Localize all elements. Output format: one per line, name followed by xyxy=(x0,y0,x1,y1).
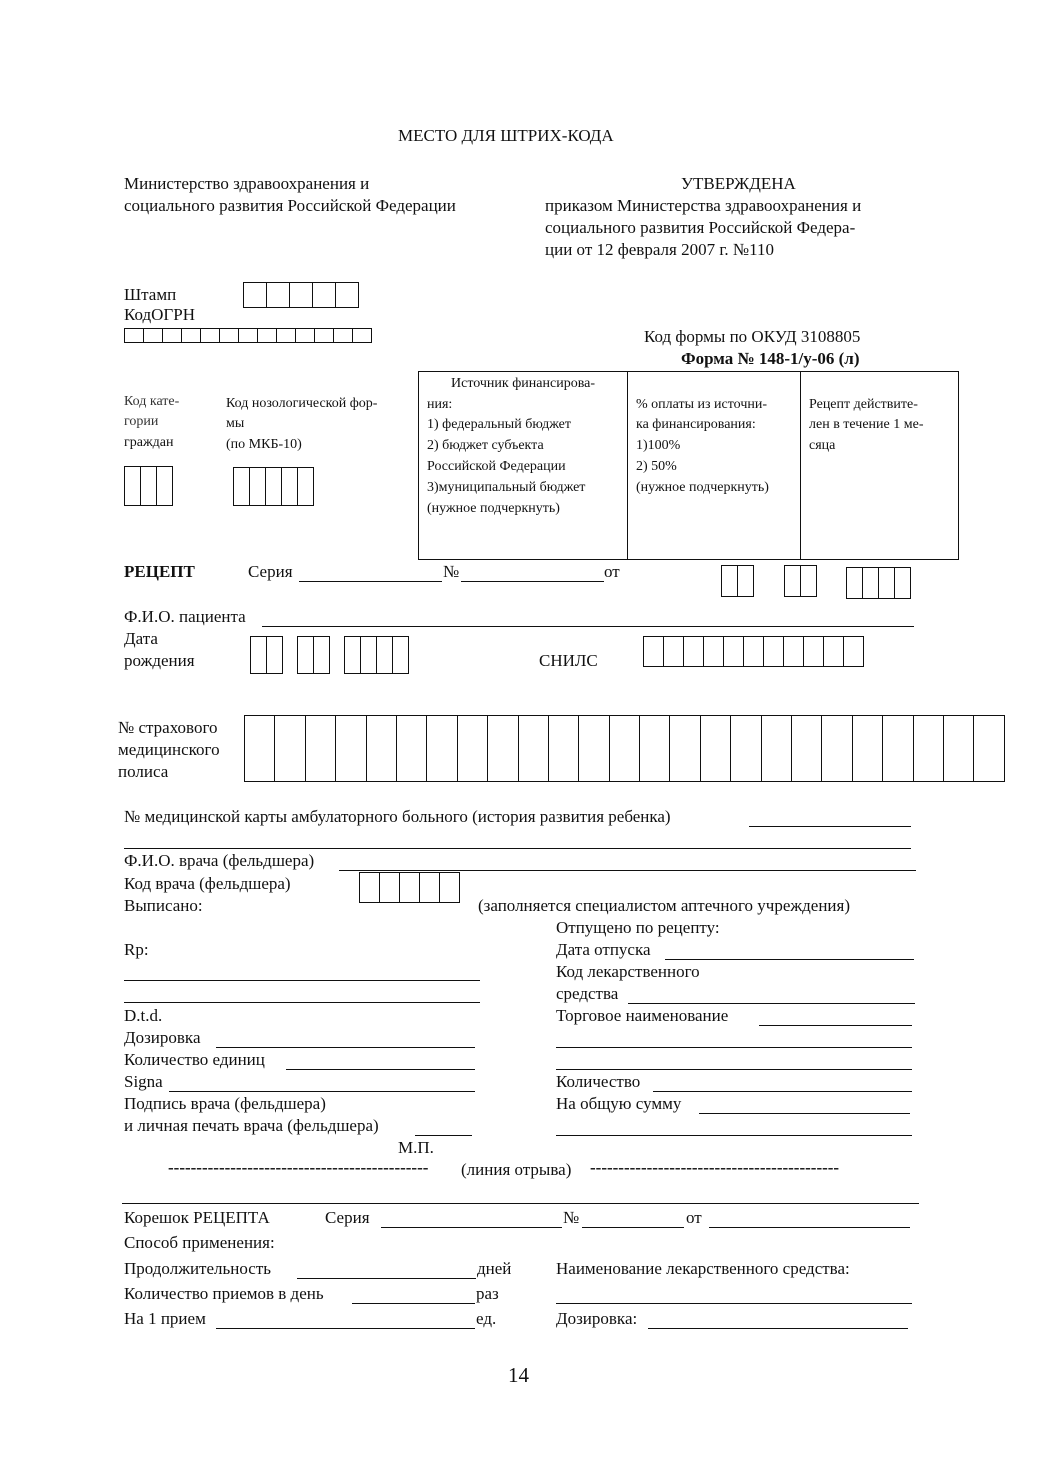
payment-line-1: % оплаты из источни- xyxy=(636,397,768,412)
stamp-label: Штамп xyxy=(124,285,177,304)
stub-number-field[interactable] xyxy=(582,1227,684,1228)
nosology-label-2: мы xyxy=(226,416,245,431)
stub-method-label: Способ применения: xyxy=(124,1233,275,1252)
recipe-number-label: № xyxy=(443,562,460,581)
stub-series-field[interactable] xyxy=(381,1227,562,1228)
quantity-label: Количество xyxy=(556,1072,641,1091)
doctor-name-label: Ф.И.О. врача (фельдшера) xyxy=(124,851,315,870)
stub-number-label: № xyxy=(563,1208,580,1227)
policy-boxes[interactable] xyxy=(244,715,1004,782)
recipe-date-label: от xyxy=(604,562,620,581)
policy-label-1: № страхового xyxy=(118,718,218,737)
input-box-cell[interactable] xyxy=(314,328,334,343)
policy-label-3: полиса xyxy=(118,762,169,781)
total-field[interactable] xyxy=(699,1113,910,1114)
rp-field-line-2[interactable] xyxy=(124,1002,480,1003)
input-box-cell[interactable] xyxy=(376,636,393,674)
financing-line-2: ния: xyxy=(427,397,453,412)
drug-code-label-2: средства xyxy=(556,984,619,1003)
input-box-cell[interactable] xyxy=(162,328,182,343)
validity-line-3: сяца xyxy=(809,438,836,453)
stub-top-rule xyxy=(122,1203,919,1204)
doctor-code-boxes[interactable] xyxy=(359,872,459,903)
input-box-cell[interactable] xyxy=(276,328,296,343)
input-box-cell[interactable] xyxy=(305,715,336,782)
stub-times-unit: раз xyxy=(476,1284,499,1303)
input-box-cell[interactable] xyxy=(761,715,792,782)
input-box-cell[interactable] xyxy=(124,466,141,506)
input-box-cell[interactable] xyxy=(730,715,761,782)
input-box-cell[interactable] xyxy=(882,715,913,782)
input-box-cell[interactable] xyxy=(312,282,336,308)
input-box-cell[interactable] xyxy=(124,328,144,343)
input-box-cell[interactable] xyxy=(396,715,427,782)
dosage-label: Дозировка xyxy=(124,1028,201,1047)
input-box-cell[interactable] xyxy=(250,636,267,674)
signature-field[interactable] xyxy=(415,1135,472,1136)
stub-drug-name-label: Наименование лекарственного средства: xyxy=(556,1259,850,1278)
total-label: На общую сумму xyxy=(556,1094,682,1113)
doctor-code-label: Код врача (фельдшера) xyxy=(124,874,291,893)
input-box-cell[interactable] xyxy=(360,636,377,674)
input-box-cell[interactable] xyxy=(791,715,822,782)
input-box-cell[interactable] xyxy=(366,715,397,782)
total-field-line-2[interactable] xyxy=(556,1135,912,1136)
financing-line-7: (нужное подчеркнуть) xyxy=(427,501,560,516)
nosology-label-3: (по МКБ-10) xyxy=(226,437,302,452)
input-box-cell[interactable] xyxy=(244,715,275,782)
snils-label: СНИЛС xyxy=(539,651,598,670)
input-box-cell[interactable] xyxy=(289,282,313,308)
input-box-cell[interactable] xyxy=(419,872,440,903)
patient-name-field[interactable] xyxy=(262,626,914,627)
input-box-cell[interactable] xyxy=(181,328,201,343)
input-box-cell[interactable] xyxy=(439,872,460,903)
trade-name-field-line-3[interactable] xyxy=(556,1069,912,1070)
signa-field[interactable] xyxy=(169,1091,475,1092)
snils-boxes[interactable] xyxy=(643,636,863,667)
category-label-1: Код кате- xyxy=(124,394,180,409)
input-box-cell[interactable] xyxy=(669,715,700,782)
stub-duration-label: Продолжительность xyxy=(124,1259,271,1278)
input-box-cell[interactable] xyxy=(852,715,883,782)
stub-dosage-label: Дозировка: xyxy=(556,1309,638,1328)
payment-line-2: ка финансирования: xyxy=(636,417,756,432)
input-box-cell[interactable] xyxy=(783,636,804,667)
tear-line-label: (линия отрыва) xyxy=(461,1160,572,1179)
input-box-cell[interactable] xyxy=(821,715,852,782)
input-box-cell[interactable] xyxy=(843,636,864,667)
dispense-date-label: Дата отпуска xyxy=(556,940,651,959)
input-box-cell[interactable] xyxy=(723,636,744,667)
stub-drug-name-field[interactable] xyxy=(556,1303,912,1304)
input-box-cell[interactable] xyxy=(257,328,277,343)
signature-label-1: Подпись врача (фельдшера) xyxy=(124,1094,326,1113)
input-box-cell[interactable] xyxy=(763,636,784,667)
input-box-cell[interactable] xyxy=(548,715,579,782)
input-box-cell[interactable] xyxy=(281,467,298,506)
birth-year-boxes[interactable] xyxy=(344,636,408,674)
units-field[interactable] xyxy=(286,1069,475,1070)
input-box-cell[interactable] xyxy=(609,715,640,782)
input-box-cell[interactable] xyxy=(297,636,314,674)
signature-label-2: и личная печать врача (фельдшера) xyxy=(124,1116,379,1135)
input-box-cell[interactable] xyxy=(200,328,220,343)
input-box-cell[interactable] xyxy=(392,636,409,674)
rp-label: Rp: xyxy=(124,940,149,959)
stub-duration-field[interactable] xyxy=(297,1278,476,1279)
dosage-field[interactable] xyxy=(216,1047,475,1048)
input-box-cell[interactable] xyxy=(803,636,824,667)
stub-dosage-field[interactable] xyxy=(648,1328,908,1329)
trade-name-label: Торговое наименование xyxy=(556,1006,729,1025)
input-box-cell[interactable] xyxy=(335,715,366,782)
payment-line-3: 1)100% xyxy=(636,438,681,453)
stub-per-dose-label: На 1 прием xyxy=(124,1309,206,1328)
input-box-cell[interactable] xyxy=(943,715,974,782)
input-box-cell[interactable] xyxy=(457,715,488,782)
ministry-line-1: Министерство здравоохранения и xyxy=(124,174,370,193)
input-box-cell[interactable] xyxy=(737,565,754,597)
trade-name-field-line-2[interactable] xyxy=(556,1047,912,1048)
form-number: Форма № 148-1/у-06 (л) xyxy=(681,349,860,368)
pharmacy-note: (заполняется специалистом аптечного учреждения) xyxy=(478,896,850,915)
financing-line-6: 3)муниципальный бюджет xyxy=(427,480,586,495)
category-label-3: граждан xyxy=(124,435,174,450)
stub-series-label: Серия xyxy=(325,1208,370,1227)
input-box-cell[interactable] xyxy=(703,636,724,667)
input-box-cell[interactable] xyxy=(156,466,173,506)
input-box-cell[interactable] xyxy=(823,636,844,667)
recipe-series-field[interactable] xyxy=(299,581,442,582)
input-box-cell[interactable] xyxy=(663,636,684,667)
approval-line-1: приказом Министерства здравоохранения и xyxy=(545,196,862,215)
input-box-cell[interactable] xyxy=(266,636,283,674)
input-box-cell[interactable] xyxy=(379,872,400,903)
input-box-cell[interactable] xyxy=(313,636,330,674)
dispensed-label: Отпущено по рецепту: xyxy=(556,918,720,937)
financing-line-4: 2) бюджет субъекта xyxy=(427,438,544,453)
patient-name-label: Ф.И.О. пациента xyxy=(124,607,246,626)
recipe-number-field[interactable] xyxy=(461,581,604,582)
dtd-label: D.t.d. xyxy=(124,1006,163,1025)
med-card-field[interactable] xyxy=(749,826,911,827)
okud-code: Код формы по ОКУД 3108805 xyxy=(644,327,861,346)
input-box-cell[interactable] xyxy=(578,715,609,782)
input-box-cell[interactable] xyxy=(219,328,239,343)
input-box-cell[interactable] xyxy=(973,715,1004,782)
input-box-cell[interactable] xyxy=(800,565,817,597)
birth-label-2: рождения xyxy=(124,651,195,670)
input-box-cell[interactable] xyxy=(721,565,738,597)
input-box-cell[interactable] xyxy=(344,636,361,674)
doctor-name-field[interactable] xyxy=(339,870,916,871)
input-box-cell[interactable] xyxy=(233,467,250,506)
input-box-cell[interactable] xyxy=(862,567,879,599)
stub-title: Корешок РЕЦЕПТА xyxy=(124,1208,270,1227)
tear-line-right: -------------------------------------------- xyxy=(590,1158,840,1177)
category-label-2: гории xyxy=(124,414,159,429)
stub-date-label: от xyxy=(686,1208,702,1227)
validity-line-1: Рецепт действите- xyxy=(809,397,918,412)
input-box-cell[interactable] xyxy=(878,567,895,599)
stamp-boxes[interactable] xyxy=(243,282,358,308)
recipe-year-boxes[interactable] xyxy=(846,567,910,599)
med-card-field-line-2[interactable] xyxy=(124,848,911,849)
recipe-series-label: Серия xyxy=(248,562,293,581)
quantity-field[interactable] xyxy=(653,1091,912,1092)
input-box-cell[interactable] xyxy=(352,328,372,343)
category-boxes[interactable] xyxy=(124,466,172,506)
approval-line-3: ции от 12 февраля 2007 г. №110 xyxy=(545,240,774,259)
ministry-line-2: социального развития Российской Федерации xyxy=(124,196,456,215)
stub-times-label: Количество приемов в день xyxy=(124,1284,324,1303)
input-box-cell[interactable] xyxy=(297,467,314,506)
recipe-day-boxes[interactable] xyxy=(721,565,753,597)
input-box-cell[interactable] xyxy=(643,636,664,667)
input-box-cell[interactable] xyxy=(639,715,670,782)
financing-line-1: Источник финансирова- xyxy=(451,376,595,391)
signa-label: Signa xyxy=(124,1072,163,1091)
issued-label: Выписано: xyxy=(124,896,203,915)
drug-code-field[interactable] xyxy=(628,1003,915,1004)
input-box-cell[interactable] xyxy=(265,467,282,506)
stub-times-field[interactable] xyxy=(352,1303,475,1304)
input-box-cell[interactable] xyxy=(274,715,305,782)
input-box-cell[interactable] xyxy=(249,467,266,506)
input-box-cell[interactable] xyxy=(140,466,157,506)
financing-line-3: 1) федеральный бюджет xyxy=(427,417,572,432)
nosology-boxes[interactable] xyxy=(233,467,313,506)
recipe-month-boxes[interactable] xyxy=(784,565,816,597)
input-box-cell[interactable] xyxy=(333,328,353,343)
input-box-cell[interactable] xyxy=(700,715,731,782)
input-box-cell[interactable] xyxy=(335,282,359,308)
dispense-date-field[interactable] xyxy=(665,959,914,960)
ogrn-label: КодОГРН xyxy=(124,305,195,324)
input-box-cell[interactable] xyxy=(143,328,163,343)
drug-code-label-1: Код лекарственного xyxy=(556,962,700,981)
payment-line-4: 2) 50% xyxy=(636,459,677,474)
validity-line-2: лен в течение 1 ме- xyxy=(809,417,924,432)
med-card-label: № медицинской карты амбулаторного больного (история развития ребенка) xyxy=(124,807,671,826)
input-box-cell[interactable] xyxy=(399,872,420,903)
input-box-cell[interactable] xyxy=(359,872,380,903)
input-box-cell[interactable] xyxy=(295,328,315,343)
nosology-label-1: Код нозологической фор- xyxy=(226,396,378,411)
birth-month-boxes[interactable] xyxy=(297,636,329,674)
recipe-title: РЕЦЕПТ xyxy=(124,562,195,581)
input-box-cell[interactable] xyxy=(266,282,290,308)
stub-date-field[interactable] xyxy=(709,1227,910,1228)
stub-per-dose-field[interactable] xyxy=(216,1328,475,1329)
units-label: Количество единиц xyxy=(124,1050,265,1069)
tear-line-left: ---------------------------------------------- xyxy=(168,1158,429,1177)
approval-title: УТВЕРЖДЕНА xyxy=(681,174,796,193)
input-box-cell[interactable] xyxy=(683,636,704,667)
input-box-cell[interactable] xyxy=(846,567,863,599)
stub-days-unit: дней xyxy=(477,1259,512,1278)
input-box-cell[interactable] xyxy=(487,715,518,782)
input-box-cell[interactable] xyxy=(426,715,457,782)
ogrn-boxes[interactable] xyxy=(124,328,371,343)
trade-name-field[interactable] xyxy=(759,1025,912,1026)
input-box-cell[interactable] xyxy=(913,715,944,782)
input-box-cell[interactable] xyxy=(894,567,911,599)
page-number: 14 xyxy=(508,1363,529,1387)
approval-line-2: социального развития Российской Федера- xyxy=(545,218,856,237)
stamp-mp: М.П. xyxy=(398,1138,434,1157)
input-box-cell[interactable] xyxy=(784,565,801,597)
input-box-cell[interactable] xyxy=(238,328,258,343)
payment-line-5: (нужное подчеркнуть) xyxy=(636,480,769,495)
input-box-cell[interactable] xyxy=(743,636,764,667)
birth-day-boxes[interactable] xyxy=(250,636,282,674)
financing-line-5: Российской Федерации xyxy=(427,459,566,474)
input-box-cell[interactable] xyxy=(243,282,267,308)
barcode-placeholder: МЕСТО ДЛЯ ШТРИХ-КОДА xyxy=(398,126,614,145)
rp-field-line-1[interactable] xyxy=(124,980,480,981)
policy-label-2: медицинского xyxy=(118,740,220,759)
stub-per-dose-unit: ед. xyxy=(476,1309,497,1328)
input-box-cell[interactable] xyxy=(518,715,549,782)
birth-label-1: Дата xyxy=(124,629,158,648)
